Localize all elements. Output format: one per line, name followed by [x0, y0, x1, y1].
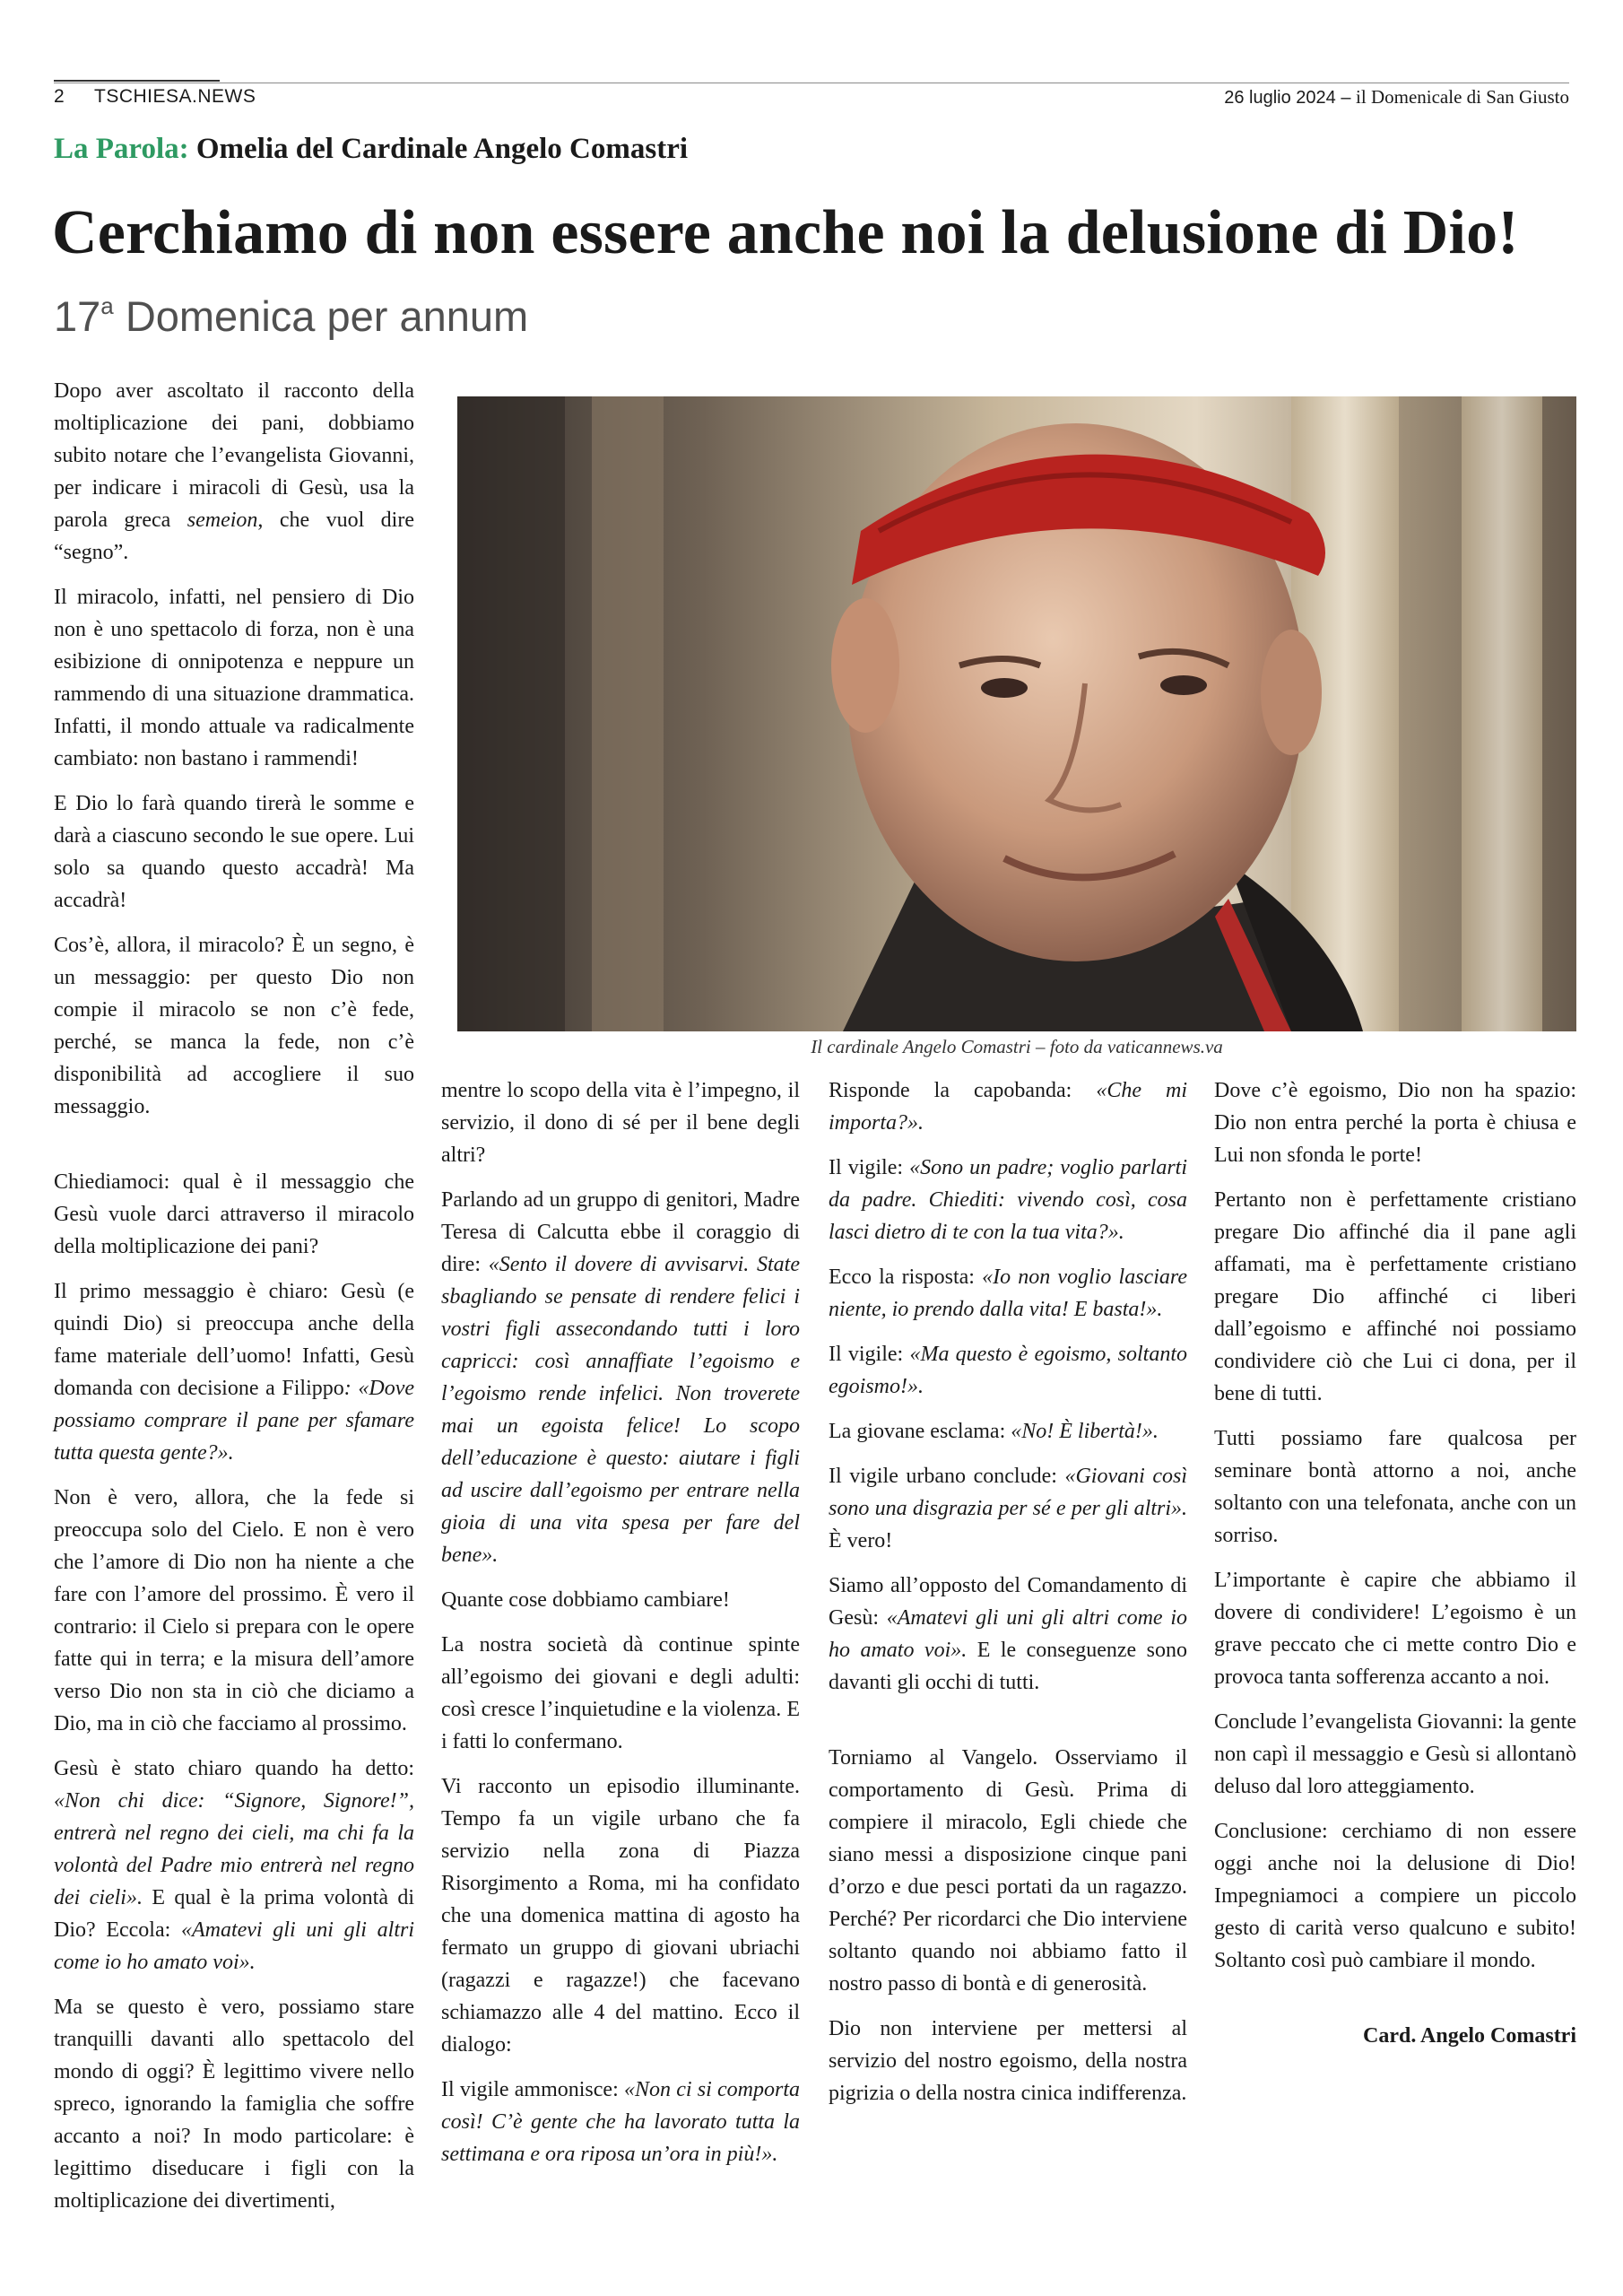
paragraph: Quante cose dobbiamo cambiare!: [441, 1588, 730, 1612]
issue-date: [1224, 86, 1569, 109]
paragraph: L’importante è capire che abbiamo il dovere di condividere! L’egoismo è un grave peccato che ci mette contro Dio e provoca tanta sofferenza accanto a noi.: [1214, 1569, 1576, 1689]
date-text: 26 luglio 2024 –: [1224, 88, 1351, 108]
subtitle-text: Domenica per annum: [125, 292, 529, 340]
section-heading: [54, 133, 688, 166]
paragraph: Tutti possiamo fare qualcosa per seminare bontà attorno a noi, anche soltanto con una telefonata, anche con un sorriso.: [1214, 1427, 1576, 1547]
subtitle-number: 17: [54, 292, 101, 340]
paragraph: Chiediamoci: qual è il messaggio che Gesù vuole darci attraverso il miracolo della moltiplicazione dei pani?: [54, 1170, 414, 1258]
paragraph: Non è vero, allora, che la fede si preoccupa solo del Cielo. E non è vero che l’amore di Dio non ha niente a che fare con l’amore del prossimo. È vero il contrario: il Cielo si prepara con le opere fatte qui in terra; e la misura dell’amore verso Dio non sta in ciò che diciamo a Dio, ma in ciò che facciamo al prossimo.: [54, 1486, 414, 1735]
photo-caption: Il cardinale Angelo Comastri – foto da vaticannews.va: [811, 1036, 1223, 1057]
paragraph: Il miracolo, infatti, nel pensiero di Dio non è uno spettacolo di forza, non è una esibizione di onnipotenza e neppure un rammendo di una situazione drammatica. Infatti, il mondo attuale va radicalmente cambiato: non bastano i rammendi!: [54, 586, 414, 770]
paragraph: mentre lo scopo della vita è l’impegno, il servizio, il dono di sé per il bene degli altri?: [441, 1079, 800, 1167]
article-column-1: [54, 375, 414, 2230]
subtitle: [54, 291, 528, 341]
article-column-2: [441, 1074, 800, 2183]
paragraph: Ecco la risposta: «Io non voglio lasciare niente, io prendo dalla vita! E basta!».: [829, 1265, 1187, 1321]
article-column-4: [1214, 1074, 1576, 2065]
page-number: 2: [54, 86, 65, 107]
paragraph: Il vigile: «Ma questo è egoismo, soltanto egoismo!».: [829, 1343, 1188, 1398]
page-title: Cerchiamo di non essere anche noi la delusione di Dio!: [52, 198, 1519, 267]
paragraph: Siamo all’opposto del Comandamento di Gesù: «Amatevi gli uni gli altri come io ho amato voi». E le conseguenze sono davanti gli occhi di tutti.: [829, 1574, 1188, 1694]
paragraph: Pertanto non è perfettamente cristiano pregare Dio affinché dia il pane agli affamati, ma è perfettamente cristiano pregare Dio affinché ci liberi dall’egoismo e affinché noi possiamo condividere ciò che Lui ci dona, per il bene di tutti.: [1214, 1188, 1576, 1405]
portrait-illustration: [457, 396, 1576, 1031]
paragraph: Risponde la capobanda: «Che mi importa?».: [829, 1079, 1187, 1135]
author-signature: Card. Angelo Comastri: [1363, 2024, 1576, 2048]
header-accent-rule: [54, 80, 220, 82]
paragraph: Il vigile urbano conclude: «Giovani così sono una disgrazia per sé e per gli altri». È vero!: [829, 1465, 1187, 1552]
paragraph: Dopo aver ascoltato il racconto della moltiplicazione dei pani, dobbiamo subito notare che l’evangelista Giovanni, per indicare i miracoli di Gesù, usa la parola greca semeion, che vuol dire “segno”.: [54, 379, 414, 564]
section-title: Omelia del Cardinale Angelo Comastri: [195, 133, 689, 165]
paragraph: Cos’è, allora, il miracolo? È un segno, è un messaggio: per questo Dio non compie il miracolo se non c’è fede, perché, se manca la fede, non c’è disponibilità ad accogliere il suo messaggio.: [54, 934, 414, 1118]
section-label: La Parola:: [54, 133, 189, 165]
paragraph: Conclusione: cerchiamo di non essere oggi anche noi la delusione di Dio! Impegniamoci a compiere un piccolo gesto di carità verso qualcuno e subito! Soltanto così può cambiare il mondo.: [1214, 1820, 1576, 1972]
paragraph: Torniamo al Vangelo. Osserviamo il comportamento di Gesù. Prima di compiere il miracolo, Egli chiede che siano messi a disposizione cinque pani d’orzo e due pesci portati da un ragazzo. Perché? Per ricordarci che Dio interviene soltanto quando noi abbiamo fatto il nostro passo di bontà e di generosità.: [829, 1746, 1187, 1996]
paragraph: La nostra società dà continue spinte all’egoismo dei giovani e degli adulti: così cresce l’inquietudine e la violenza. E i fatti lo confermano.: [441, 1633, 800, 1753]
paragraph: Il vigile ammonisce: «Non ci si comporta così! C’è gente che ha lavorato tutta la settimana e ora riposa un’ora in più!».: [441, 2078, 801, 2166]
paragraph: E Dio lo farà quando tirerà le somme e darà a ciascuno secondo le sue opere. Lui solo sa quando questo accadrà! Ma accadrà!: [54, 792, 414, 912]
publication-name: il Domenicale di San Giusto: [1356, 86, 1569, 108]
paragraph: Il primo messaggio è chiaro: Gesù (e quindi Dio) si preoccupa anche della fame materiale dell’uomo! Infatti, Gesù domanda con decisione a Filippo: «Dove possiamo comprare il pane per sfamare tutta questa gente?».: [54, 1280, 414, 1465]
paragraph: Ma se questo è vero, possiamo stare tranquilli davanti allo spettacolo del mondo di oggi? È legittimo vivere nello spreco, ignorando la famiglia che soffre accanto a noi? In modo particolare: è legittimo diseducare i figli con la moltiplicazione dei divertimenti,: [54, 1996, 414, 2213]
cardinal-photo: [457, 396, 1576, 1031]
paragraph: Vi racconto un episodio illuminante. Tempo fa un vigile urbano che fa servizio nella zona di Piazza Risorgimento a Roma, mi ha confidato che una domenica mattina di agosto ha fermato un gruppo di giovani ubriachi (ragazzi e ragazze!) che facevano schiamazzo alle 4 del mattino. Ecco il dialogo:: [441, 1775, 800, 2057]
article-column-3: [829, 1074, 1187, 2122]
subtitle-ordinal: a: [100, 292, 114, 319]
paragraph: Parlando ad un gruppo di genitori, Madre Teresa di Calcutta ebbe il coraggio di dire: «Sento il dovere di avvisarvi. State sbagliando se pensate di rendere felici i vostri figli assecondando tutti i loro capricci: così annaffiate l’egoismo e l’egoismo rende infelici. Non troverete mai un egoista felice! Lo scopo dell’educazione è questo: aiutare i figli ad uscire dall’egoismo per entrare nella gioia di una vita spesa per fare del bene».: [441, 1188, 800, 1567]
paragraph: La giovane esclama: «No! È libertà!».: [829, 1420, 1159, 1443]
paragraph: Dio non interviene per mettersi al servizio del nostro egoismo, della nostra pigrizia o della nostra cinica indifferenza.: [829, 2017, 1187, 2105]
paragraph: Conclude l’evangelista Giovanni: la gente non capì il messaggio e Gesù si allontanò deluso dal loro atteggiamento.: [1214, 1710, 1576, 1798]
site-name: TSCHIESA.NEWS: [94, 86, 256, 107]
paragraph: Gesù è stato chiaro quando ha detto: «Non chi dice: “Signore, Signore!”, entrerà nel regno dei cieli, ma chi fa la volontà del Padre mio entrerà nel regno dei cieli». E qual è la prima volontà di Dio? Eccola: «Amatevi gli uni gli altri come io ho amato voi».: [54, 1757, 414, 1974]
paragraph: Il vigile: «Sono un padre; voglio parlarti da padre. Chiediti: vivendo così, cosa lasci dietro di te con la tua vita?».: [829, 1156, 1188, 1244]
page-header: [54, 86, 1569, 111]
paragraph: Dove c’è egoismo, Dio non ha spazio: Dio non entra perché la porta è chiusa e Lui non sfonda le porte!: [1214, 1079, 1576, 1167]
